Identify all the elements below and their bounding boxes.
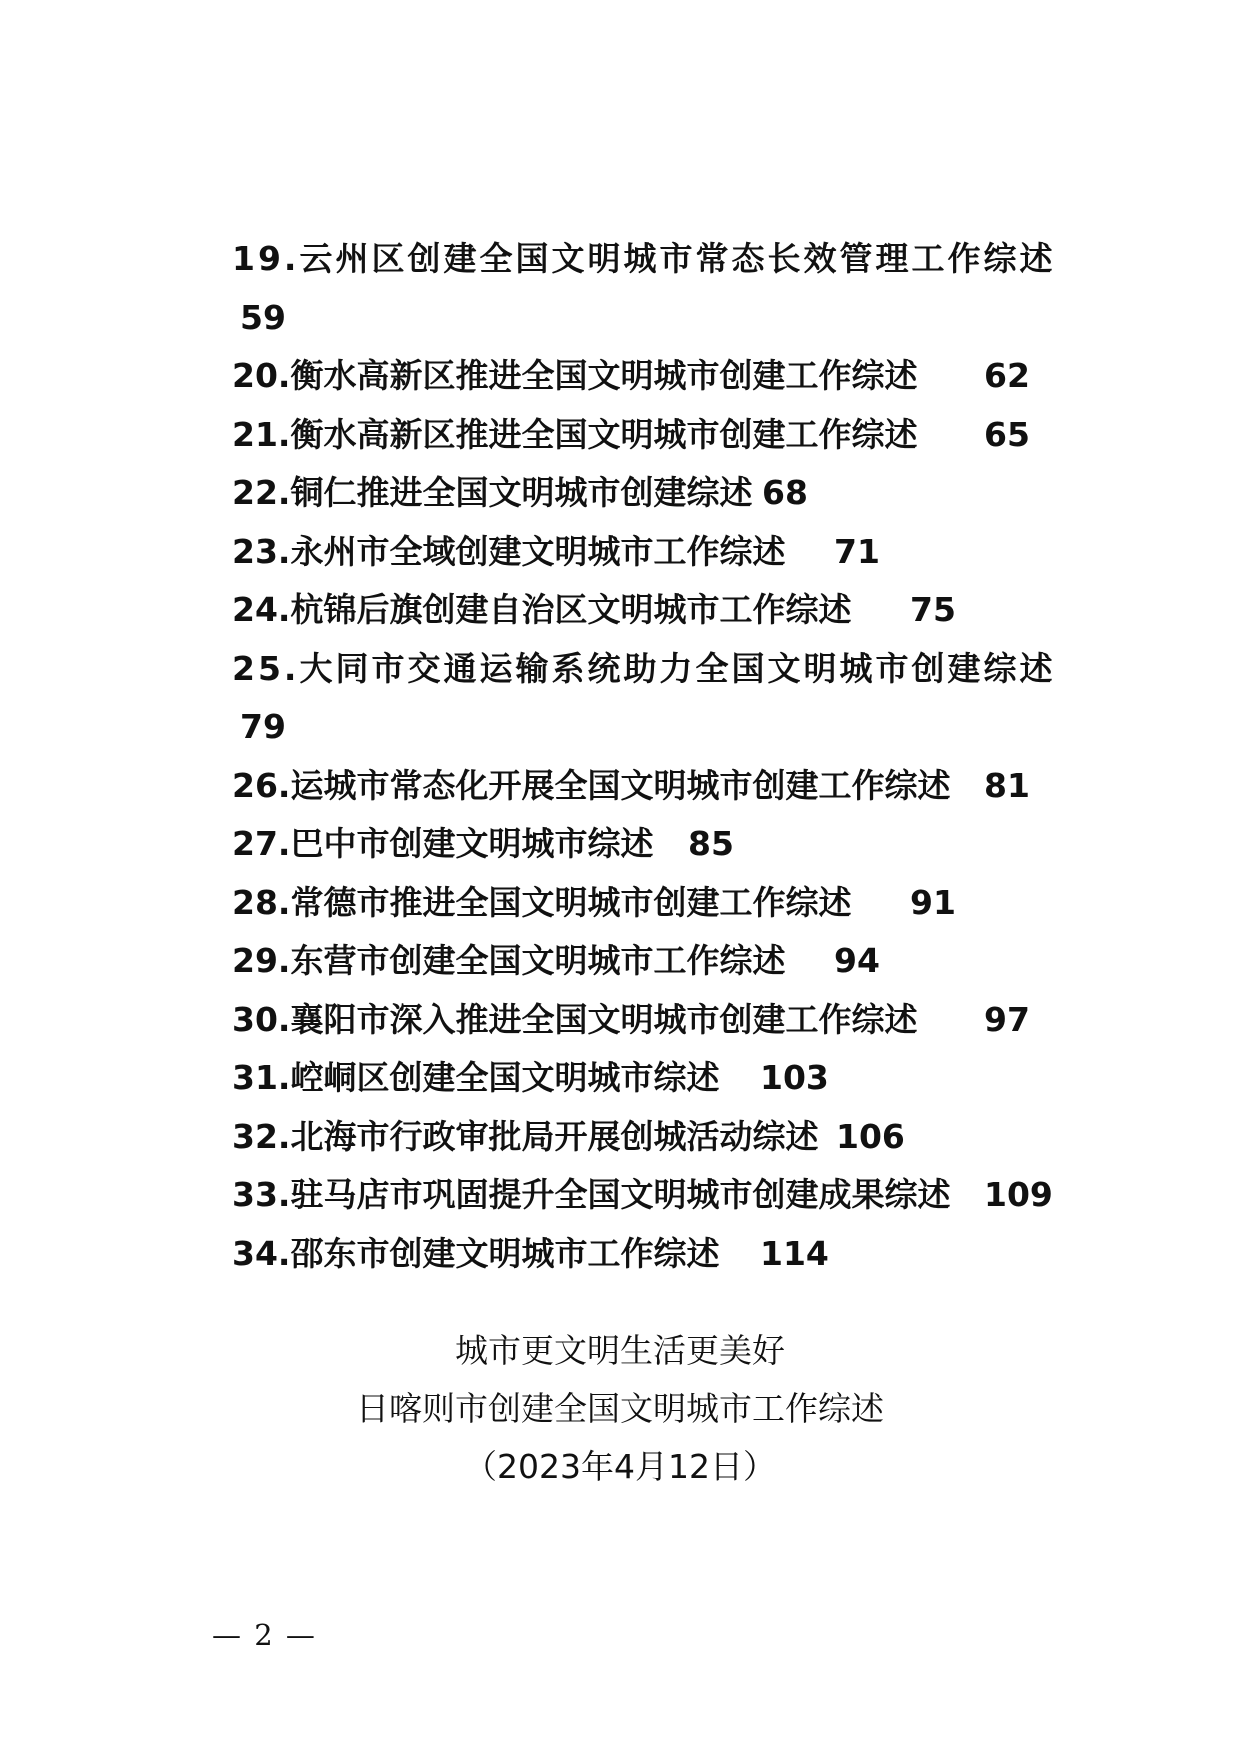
- toc-number: 23.: [232, 531, 291, 571]
- toc-title: 驻马店市巩固提升全国文明城市创建成果综述: [290, 1175, 951, 1214]
- toc-number: 32.: [232, 1116, 291, 1156]
- toc-page: 81: [984, 765, 1030, 805]
- toc-number: 26.: [232, 765, 291, 805]
- toc-title: 运城市常态化开展全国文明城市创建工作综述: [290, 765, 951, 805]
- toc-number: 22.: [232, 473, 291, 512]
- toc-title: 大同市交通运输系统助力全国文明城市创建综述: [299, 648, 1056, 688]
- toc-item: [232, 464, 1092, 523]
- toc-title: 邵东市创建文明城市工作综述: [290, 1233, 720, 1273]
- toc-number: 27.: [232, 824, 291, 863]
- toc-page: 91: [910, 882, 956, 922]
- toc-title: 常德市推进全国文明城市创建工作综述: [290, 882, 852, 922]
- toc-title: 衡水高新区推进全国文明城市创建工作综述: [290, 414, 918, 454]
- toc-title: 崆峒区创建全国文明城市综述: [290, 1058, 720, 1097]
- toc-title: 衡水高新区推进全国文明城市创建工作综述: [290, 356, 918, 395]
- toc-page: 114: [760, 1233, 829, 1273]
- toc-page: 79: [240, 707, 286, 746]
- page-number: — 2 —: [212, 1618, 317, 1652]
- toc-item: [232, 640, 1092, 757]
- article-title: 城市更文明生活更美好: [455, 1331, 785, 1370]
- toc-page: 65: [984, 414, 1030, 454]
- toc-item: [232, 581, 1092, 640]
- toc-page: 68: [762, 473, 808, 512]
- toc-page: 103: [760, 1058, 829, 1097]
- toc-page: 75: [910, 590, 956, 629]
- toc-page: 59: [240, 297, 286, 337]
- toc-number: 29.: [232, 941, 291, 980]
- toc-page: 109: [984, 1175, 1053, 1214]
- article-subtitle: 日喀则市创建全国文明城市工作综述: [356, 1389, 884, 1428]
- toc-title: 永州市全域创建文明城市工作综述: [290, 531, 786, 571]
- toc-item: [232, 1225, 1092, 1284]
- toc-page: 85: [688, 824, 734, 863]
- toc-title: 铜仁推进全国文明城市创建综述: [290, 473, 753, 512]
- toc-number: 19.: [232, 239, 300, 278]
- toc-page: 94: [834, 941, 880, 980]
- table-of-contents: [232, 230, 1092, 1283]
- toc-title: 巴中市创建文明城市综述: [290, 824, 654, 863]
- toc-item: [232, 523, 1092, 582]
- toc-number: 24.: [232, 590, 291, 629]
- toc-title: 杭锦后旗创建自治区文明城市工作综述: [290, 590, 852, 629]
- toc-number: 20.: [232, 356, 291, 395]
- toc-number: 25.: [232, 648, 300, 688]
- toc-item: [232, 757, 1092, 816]
- toc-item: [232, 932, 1092, 991]
- toc-item: [232, 991, 1092, 1050]
- toc-item: [232, 1166, 1092, 1225]
- toc-number: 21.: [232, 414, 291, 454]
- toc-title: 北海市行政审批局开展创城活动综述: [290, 1116, 819, 1156]
- toc-page: 97: [984, 999, 1030, 1039]
- toc-number: 33.: [232, 1175, 291, 1214]
- toc-item: [232, 1049, 1092, 1108]
- toc-title: 襄阳市深入推进全国文明城市创建工作综述: [290, 999, 918, 1039]
- toc-number: 31.: [232, 1058, 291, 1097]
- toc-item: [232, 230, 1092, 347]
- article-date: （2023年4月12日）: [464, 1447, 776, 1486]
- toc-item: [232, 815, 1092, 874]
- toc-item: [232, 1108, 1092, 1167]
- toc-number: 30.: [232, 999, 291, 1039]
- toc-page: 71: [834, 531, 880, 571]
- toc-item: [232, 347, 1092, 406]
- toc-item: [232, 406, 1092, 465]
- toc-page: 62: [984, 356, 1030, 395]
- toc-title: 东营市创建全国文明城市工作综述: [290, 941, 786, 980]
- toc-number: 34.: [232, 1233, 291, 1273]
- toc-page: 106: [836, 1116, 905, 1156]
- toc-title: 云州区创建全国文明城市常态长效管理工作综述: [299, 239, 1056, 278]
- toc-item: [232, 874, 1092, 933]
- toc-number: 28.: [232, 882, 291, 922]
